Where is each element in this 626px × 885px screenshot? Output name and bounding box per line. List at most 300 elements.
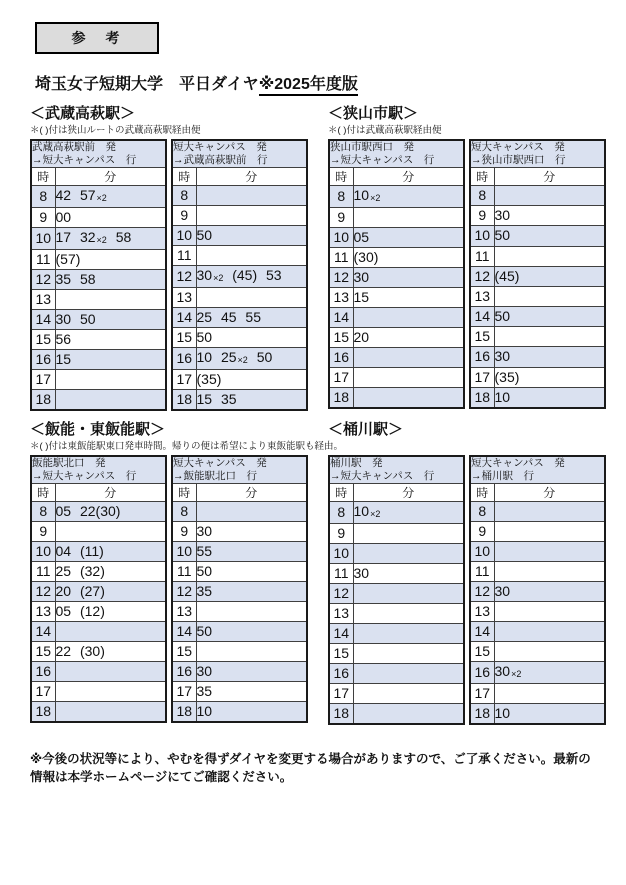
minutes-cell	[494, 286, 605, 306]
minutes-cell: 10	[494, 387, 605, 408]
minutes-cell: 35	[196, 582, 307, 602]
minutes-cell: 55	[196, 542, 307, 562]
route-title	[31, 140, 166, 168]
timetable-row	[329, 604, 464, 624]
hour-cell: 9	[31, 208, 55, 228]
hour-cell: 11	[470, 246, 494, 266]
times-two-marker: ×2	[511, 669, 522, 679]
minutes-cell	[55, 290, 166, 310]
minutes-cell	[55, 522, 166, 542]
route-title	[172, 140, 307, 168]
timetable-row	[329, 502, 464, 524]
hour-cell: 15	[172, 642, 196, 662]
route-origin: 短大キャンパス 発	[471, 141, 565, 153]
timetable-row	[329, 228, 464, 248]
hour-cell: 16	[172, 348, 196, 370]
minutes-cell	[196, 288, 307, 308]
timetable-row	[470, 286, 605, 306]
route-origin: 短大キャンパス 発	[173, 457, 267, 469]
station-heading: ＜武蔵高萩駅＞	[30, 105, 136, 122]
hour-column-header: 時	[31, 484, 55, 502]
hour-cell: 10	[172, 542, 196, 562]
hour-cell: 10	[329, 544, 353, 564]
hour-cell: 14	[172, 308, 196, 328]
page-title	[35, 71, 626, 94]
timetable-row	[329, 544, 464, 564]
minutes-cell	[353, 604, 464, 624]
timetable-row	[470, 367, 605, 387]
timetable-row	[329, 388, 464, 409]
hour-cell: 12	[329, 584, 353, 604]
minutes-cell	[353, 368, 464, 388]
minutes-cell: 50	[196, 622, 307, 642]
hour-cell: 11	[172, 246, 196, 266]
timetable-okegawa-outbound	[328, 455, 465, 725]
timetable-row	[172, 642, 307, 662]
station-note	[328, 440, 606, 453]
hour-cell: 10	[31, 228, 55, 250]
route-destination: →短大キャンパス 行	[32, 154, 137, 166]
timetable-row	[329, 704, 464, 725]
minutes-cell: 30×2	[494, 662, 605, 684]
hour-cell: 15	[172, 328, 196, 348]
times-two-marker: ×2	[213, 273, 224, 283]
minutes-cell: 30	[494, 347, 605, 367]
minutes-cell: (57)	[55, 250, 166, 270]
timetable-musashi-takahagi-outbound	[30, 139, 167, 411]
timetable-row	[470, 522, 605, 542]
minutes-cell: 10	[196, 702, 307, 723]
route-title	[329, 456, 464, 484]
minutes-cell	[55, 390, 166, 411]
hour-cell: 9	[470, 522, 494, 542]
timetable-row	[329, 524, 464, 544]
timetable-row	[172, 390, 307, 411]
timetable-row	[470, 642, 605, 662]
timetable-row	[172, 348, 307, 370]
station-heading: ＜狭山市駅＞	[328, 105, 419, 122]
hour-cell: 8	[172, 502, 196, 522]
timetable-row	[470, 562, 605, 582]
page-title-main: 埼玉女子短期大学 平日ダイヤ	[35, 76, 259, 93]
minutes-cell: 30	[494, 206, 605, 226]
minutes-cell: (35)	[494, 367, 605, 387]
minutes-cell: 35 58	[55, 270, 166, 290]
timetable-row	[31, 290, 166, 310]
hour-cell: 9	[470, 206, 494, 226]
hour-cell: 16	[31, 662, 55, 682]
minutes-cell: 15 35	[196, 390, 307, 411]
timetable-row	[31, 662, 166, 682]
hour-cell: 18	[31, 702, 55, 723]
minutes-cell: 05 22(30)	[55, 502, 166, 522]
route-destination: →狭山市駅西口 行	[471, 154, 566, 166]
hour-cell: 12	[172, 266, 196, 288]
timetable-row	[172, 542, 307, 562]
minutes-cell	[55, 662, 166, 682]
minutes-cell	[494, 186, 605, 206]
timetable-row	[31, 682, 166, 702]
hour-cell: 16	[329, 664, 353, 684]
timetable-row	[329, 644, 464, 664]
hour-cell: 13	[329, 288, 353, 308]
timetable-row	[470, 387, 605, 408]
hour-cell: 15	[470, 327, 494, 347]
timetable-row	[172, 370, 307, 390]
minute-column-header: 分	[196, 168, 307, 186]
timetable-row	[329, 248, 464, 268]
minutes-cell: 05	[353, 228, 464, 248]
hour-cell: 8	[31, 186, 55, 208]
hour-cell: 10	[172, 226, 196, 246]
hour-cell: 18	[172, 702, 196, 723]
route-origin: 短大キャンパス 発	[471, 457, 565, 469]
hour-cell: 11	[470, 562, 494, 582]
minutes-cell	[494, 522, 605, 542]
minutes-cell	[196, 246, 307, 266]
minutes-cell: 17 32×2 58	[55, 228, 166, 250]
times-two-marker: ×2	[96, 193, 107, 203]
station-heading: ＜桶川駅＞	[328, 421, 404, 438]
minute-column-header: 分	[55, 168, 166, 186]
hour-cell: 18	[329, 704, 353, 725]
minutes-cell	[353, 348, 464, 368]
timetable-row	[470, 622, 605, 642]
minutes-cell	[196, 602, 307, 622]
timetable-row	[329, 664, 464, 684]
hour-cell: 18	[31, 390, 55, 411]
minute-column-header: 分	[353, 168, 464, 186]
hour-cell: 9	[31, 522, 55, 542]
timetable-row	[172, 308, 307, 328]
footer-note: ※今後の状況等により、やむを得ずダイヤを変更する場合がありますので、ご了承ください。最新の情報は本学ホームページにてご確認ください。	[30, 752, 591, 784]
minutes-cell: 10 25×2 50	[196, 348, 307, 370]
timetable-pair	[30, 455, 308, 723]
hour-cell: 11	[329, 248, 353, 268]
timetable-hanno-higashihanno-return	[171, 455, 308, 723]
timetable-row	[470, 662, 605, 684]
timetable-row	[31, 270, 166, 290]
route-origin: 飯能駅北口 発	[32, 457, 106, 469]
hour-column-header: 時	[172, 168, 196, 186]
timetable-row	[470, 602, 605, 622]
timetable-row	[172, 682, 307, 702]
hour-cell: 13	[31, 602, 55, 622]
timetable-row	[31, 228, 166, 250]
hour-cell: 9	[329, 524, 353, 544]
hour-cell: 18	[470, 387, 494, 408]
timetable-row	[31, 642, 166, 662]
hour-column-header: 時	[329, 484, 353, 502]
timetable-row	[470, 542, 605, 562]
timetable-row	[31, 250, 166, 270]
minutes-cell: 10×2	[353, 502, 464, 524]
timetable-row	[31, 208, 166, 228]
hour-cell: 15	[329, 644, 353, 664]
minutes-cell: 04 (11)	[55, 542, 166, 562]
hour-cell: 13	[31, 290, 55, 310]
minutes-cell	[196, 186, 307, 206]
route-title	[470, 140, 605, 168]
hour-cell: 17	[172, 682, 196, 702]
hour-cell: 13	[470, 286, 494, 306]
timetable-row	[470, 206, 605, 226]
minutes-cell: 50	[196, 328, 307, 348]
timetable-row	[172, 246, 307, 266]
hour-cell: 16	[172, 662, 196, 682]
minutes-cell: 22 (30)	[55, 642, 166, 662]
timetable-row	[329, 368, 464, 388]
minutes-cell	[353, 704, 464, 725]
route-destination: →短大キャンパス 行	[330, 470, 435, 482]
timetable-row	[172, 602, 307, 622]
timetable-row	[470, 582, 605, 602]
minutes-cell	[494, 327, 605, 347]
timetable-row	[172, 186, 307, 206]
minutes-cell	[353, 584, 464, 604]
timetable-row	[470, 186, 605, 206]
timetable-row	[172, 562, 307, 582]
route-destination: →桶川駅 行	[471, 470, 534, 482]
timetable-row	[470, 327, 605, 347]
timetable-row	[470, 502, 605, 522]
route-destination: →飯能駅北口 行	[173, 470, 257, 482]
timetable-okegawa-return	[469, 455, 606, 725]
timetable-row	[329, 208, 464, 228]
timetable-row	[31, 562, 166, 582]
timetable-row	[31, 390, 166, 411]
timetable-row	[31, 186, 166, 208]
minutes-cell: 30	[196, 522, 307, 542]
minutes-cell	[353, 544, 464, 564]
hour-cell: 11	[31, 562, 55, 582]
timetable-row	[329, 186, 464, 208]
hour-cell: 17	[470, 367, 494, 387]
hour-cell: 18	[470, 704, 494, 725]
minutes-cell: 15	[353, 288, 464, 308]
station-section-okegawa	[328, 420, 606, 725]
hour-cell: 14	[470, 307, 494, 327]
minute-column-header: 分	[494, 484, 605, 502]
timetable-sayama-shi-return	[469, 139, 606, 409]
timetable-sayama-shi-outbound	[328, 139, 465, 409]
hour-cell: 17	[329, 368, 353, 388]
hour-cell: 9	[172, 206, 196, 226]
minutes-cell	[494, 562, 605, 582]
timetable-row	[31, 702, 166, 723]
reference-label-box	[35, 22, 159, 54]
timetable-musashi-takahagi-return	[171, 139, 308, 411]
minutes-cell	[353, 388, 464, 409]
hour-cell: 11	[31, 250, 55, 270]
times-two-marker: ×2	[370, 193, 381, 203]
station-note: ＊( )付は武蔵高萩駅経由便	[328, 125, 442, 136]
minutes-cell	[494, 684, 605, 704]
times-two-marker: ×2	[370, 509, 381, 519]
minutes-cell	[353, 308, 464, 328]
hour-column-header: 時	[31, 168, 55, 186]
station-note: ＊( )付は東飯能駅東口発車時間。帰りの便は希望により東飯能駅も経由。	[30, 441, 343, 452]
hour-cell: 14	[172, 622, 196, 642]
minutes-cell: 35	[196, 682, 307, 702]
timetable-row	[470, 684, 605, 704]
timetable-row	[470, 347, 605, 367]
minutes-cell	[55, 702, 166, 723]
minutes-cell: 30	[196, 662, 307, 682]
timetable-row	[172, 522, 307, 542]
timetable-row	[31, 350, 166, 370]
reference-label: 参 考	[71, 30, 123, 46]
times-two-marker: ×2	[237, 355, 248, 365]
timetable-row	[31, 522, 166, 542]
hour-column-header: 時	[470, 168, 494, 186]
hour-cell: 14	[31, 622, 55, 642]
hour-cell: 14	[329, 624, 353, 644]
minute-column-header: 分	[353, 484, 464, 502]
hour-cell: 8	[31, 502, 55, 522]
route-origin: 短大キャンパス 発	[173, 141, 267, 153]
minutes-cell	[353, 624, 464, 644]
timetable-row	[172, 622, 307, 642]
minutes-cell: 15	[55, 350, 166, 370]
minutes-cell: 50	[196, 226, 307, 246]
hour-cell: 18	[329, 388, 353, 409]
timetable-row	[329, 308, 464, 328]
hour-cell: 13	[470, 602, 494, 622]
timetable-row	[31, 310, 166, 330]
hour-cell: 15	[31, 642, 55, 662]
hour-cell: 12	[470, 582, 494, 602]
timetable-pair	[328, 455, 606, 725]
minutes-cell: 20 (27)	[55, 582, 166, 602]
minutes-cell: 25 (32)	[55, 562, 166, 582]
minutes-cell: 10	[494, 704, 605, 725]
minutes-cell	[494, 602, 605, 622]
timetable-row	[172, 288, 307, 308]
route-origin: 武蔵高萩駅前 発	[32, 141, 116, 153]
hour-cell: 8	[329, 186, 353, 208]
minutes-cell: 30 50	[55, 310, 166, 330]
minutes-cell: 50	[196, 562, 307, 582]
minutes-cell	[353, 684, 464, 704]
timetable-grid	[30, 104, 626, 725]
hour-column-header: 時	[470, 484, 494, 502]
timetable-row	[329, 288, 464, 308]
page-title-edition: ※2025年度版	[259, 76, 358, 96]
hour-cell: 16	[470, 662, 494, 684]
minutes-cell: 30	[494, 582, 605, 602]
timetable-row	[31, 502, 166, 522]
hour-cell: 10	[470, 542, 494, 562]
minutes-cell: 30	[353, 268, 464, 288]
minutes-cell: 50	[494, 307, 605, 327]
hour-cell: 11	[329, 564, 353, 584]
timetable-row	[172, 502, 307, 522]
timetable-row	[31, 622, 166, 642]
hour-cell: 17	[31, 682, 55, 702]
timetable-row	[172, 266, 307, 288]
hour-cell: 12	[329, 268, 353, 288]
route-origin: 狭山市駅西口 発	[330, 141, 414, 153]
timetable-row	[172, 206, 307, 226]
hour-cell: 18	[172, 390, 196, 411]
timetable-row	[172, 328, 307, 348]
minutes-cell	[353, 524, 464, 544]
minutes-cell	[353, 208, 464, 228]
minutes-cell	[494, 542, 605, 562]
timetable-row	[470, 266, 605, 286]
hour-cell: 16	[31, 350, 55, 370]
minutes-cell: 30	[353, 564, 464, 584]
minutes-cell: 20	[353, 328, 464, 348]
hour-cell: 8	[172, 186, 196, 206]
hour-cell: 12	[31, 582, 55, 602]
timetable-pair	[30, 139, 308, 411]
hour-column-header: 時	[329, 168, 353, 186]
minutes-cell: 30×2 (45) 53	[196, 266, 307, 288]
station-section-musashi-takahagi	[30, 104, 308, 411]
hour-cell: 15	[31, 330, 55, 350]
minutes-cell	[55, 682, 166, 702]
route-destination: →短大キャンパス 行	[32, 470, 137, 482]
minutes-cell	[353, 644, 464, 664]
route-title	[329, 140, 464, 168]
hour-cell: 8	[470, 502, 494, 522]
hour-cell: 9	[172, 522, 196, 542]
timetable-row	[31, 542, 166, 562]
hour-cell: 8	[329, 502, 353, 524]
hour-cell: 14	[329, 308, 353, 328]
hour-cell: 10	[329, 228, 353, 248]
route-title	[31, 456, 166, 484]
hour-cell: 13	[172, 288, 196, 308]
timetable-row	[31, 582, 166, 602]
hour-cell: 16	[470, 347, 494, 367]
minutes-cell	[196, 206, 307, 226]
minute-column-header: 分	[55, 484, 166, 502]
times-two-marker: ×2	[96, 235, 107, 245]
minutes-cell: 05 (12)	[55, 602, 166, 622]
minutes-cell: 42 57×2	[55, 186, 166, 208]
minutes-cell	[494, 502, 605, 522]
route-title	[470, 456, 605, 484]
hour-cell: 9	[329, 208, 353, 228]
route-origin: 桶川駅 発	[330, 457, 383, 469]
timetable-row	[470, 246, 605, 266]
minutes-cell: 50	[494, 226, 605, 246]
station-note: ＊( )付は狭山ルートの武蔵高萩駅経由便	[30, 125, 201, 136]
minutes-cell	[196, 642, 307, 662]
hour-cell: 14	[470, 622, 494, 642]
timetable-hanno-higashihanno-outbound	[30, 455, 167, 723]
timetable-row	[31, 330, 166, 350]
minutes-cell	[196, 502, 307, 522]
station-section-hanno-higashihanno	[30, 420, 343, 725]
timetable-pair	[328, 139, 606, 409]
route-title	[172, 456, 307, 484]
minutes-cell: 56	[55, 330, 166, 350]
route-destination: →武蔵高萩駅前 行	[173, 154, 268, 166]
timetable-row	[329, 564, 464, 584]
hour-cell: 17	[31, 370, 55, 390]
hour-column-header: 時	[172, 484, 196, 502]
minutes-cell: 10×2	[353, 186, 464, 208]
hour-cell: 8	[470, 186, 494, 206]
timetable-row	[31, 370, 166, 390]
minute-column-header: 分	[196, 484, 307, 502]
minutes-cell	[494, 642, 605, 662]
hour-cell: 10	[470, 226, 494, 246]
